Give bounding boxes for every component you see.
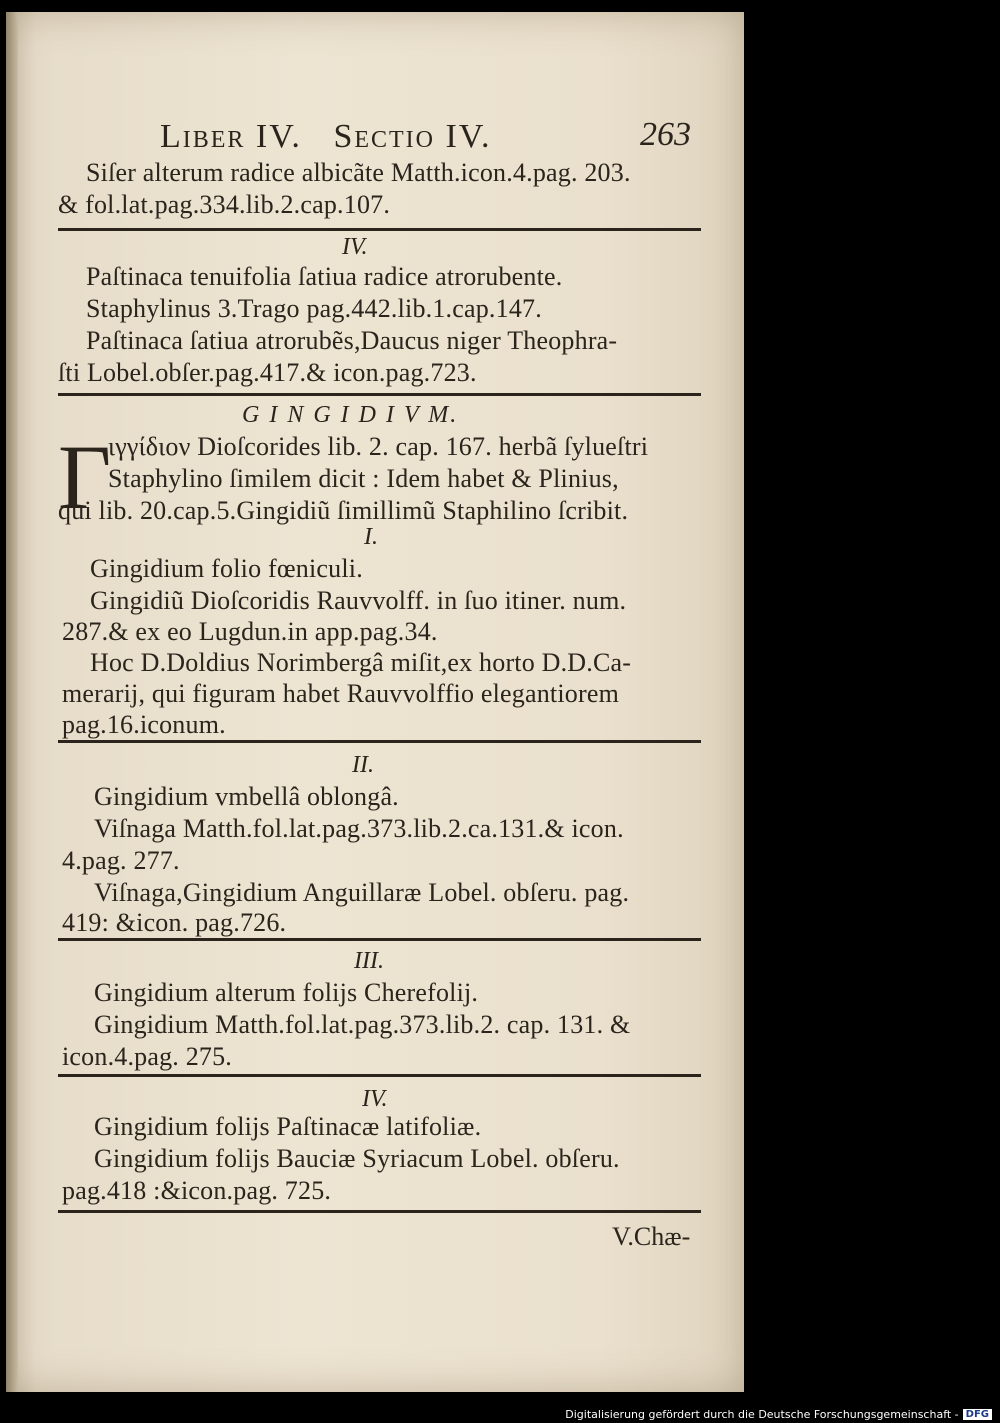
text-line: Viſnaga,Gingidium Anguillaræ Lobel. obſeru. pag. xyxy=(94,878,630,907)
section-heading: IV. xyxy=(362,1086,388,1112)
catchword: V.Chæ- xyxy=(612,1222,691,1251)
text-line: Staphylino ſimilem dicit : Idem habet & Plinius, xyxy=(108,464,619,493)
divider-rule xyxy=(58,228,701,231)
text-line: ιγγίδιον Dioſcorides lib. 2. cap. 167. herbã ſylueſtri xyxy=(108,432,649,461)
divider-rule xyxy=(58,740,701,743)
text-line: Gingidium folijs Bauciæ Syriacum Lobel. obſeru. xyxy=(94,1144,620,1173)
text-line: Gingidium vmbellâ oblongâ. xyxy=(94,782,399,811)
text-line: & fol.lat.pag.334.lib.2.cap.107. xyxy=(58,190,391,219)
text-line: qui lib. 20.cap.5.Gingidiũ ſimillimũ Staphilino ſcribit. xyxy=(58,496,629,525)
header-sectio: Sectio IV. xyxy=(333,118,492,155)
text-line: pag.16.iconum. xyxy=(62,710,226,739)
text-line: Staphylinus 3.Trago pag.442.lib.1.cap.147. xyxy=(86,294,542,323)
dfg-logo: DFG xyxy=(963,1409,992,1420)
text-line: Gingidium folio fœniculi. xyxy=(90,554,363,583)
footer-credit xyxy=(565,1408,992,1421)
page-number: 263 xyxy=(640,116,691,153)
text-line: 4.pag. 277. xyxy=(62,846,180,875)
section-heading: I. xyxy=(364,524,378,550)
text-line: Viſnaga Matth.fol.lat.pag.373.lib.2.ca.131.& icon. xyxy=(94,814,624,843)
text-line: ſti Lobel.obſer.pag.417.& icon.pag.723. xyxy=(58,358,477,387)
divider-rule xyxy=(58,1074,701,1077)
text-line: 287.& ex eo Lugdun.in app.pag.34. xyxy=(62,617,438,646)
text-line: Gingidium alterum folijs Cherefolij. xyxy=(94,978,479,1007)
footer-text: Digitalisierung gefördert durch die Deutsche Forschungsgemeinschaft - xyxy=(565,1408,959,1421)
text-line: Siſer alterum radice albicãte Matth.icon.4.pag. 203. xyxy=(86,158,631,187)
divider-rule xyxy=(58,393,701,396)
section-heading: II. xyxy=(352,752,374,778)
header-liber: Liber IV. xyxy=(160,118,302,155)
text-line: Gingidium Matth.fol.lat.pag.373.lib.2. cap. 131. & xyxy=(94,1010,631,1039)
divider-rule xyxy=(58,1210,701,1213)
text-line: icon.4.pag. 275. xyxy=(62,1042,233,1071)
section-heading: III. xyxy=(354,948,384,974)
section-heading: IV. xyxy=(342,234,368,260)
page-edge xyxy=(6,12,18,1392)
text-line: Paſtinaca ſatiua atrorubẽs,Daucus niger Theophra- xyxy=(86,326,618,355)
divider-rule xyxy=(58,938,701,941)
text-line: merarij, qui figuram habet Rauvvolffio elegantiorem xyxy=(62,679,619,708)
text-line: Paſtinaca tenuifolia ſatiua radice atrorubente. xyxy=(86,262,563,291)
text-line: Gingidiũ Dioſcoridis Rauvvolff. in ſuo itiner. num. xyxy=(90,586,627,615)
text-line: Hoc D.Doldius Norimbergâ miſit,ex horto D.D.Ca- xyxy=(90,648,632,677)
text-line: 419: &icon. pag.726. xyxy=(62,908,287,937)
text-line: Gingidium folijs Paſtinacæ latifoliæ. xyxy=(94,1112,482,1141)
running-header xyxy=(160,118,492,156)
drop-capital: Γ xyxy=(58,426,112,528)
chapter-heading: G I N G I D I V M. xyxy=(242,402,459,428)
text-line: pag.418 :&icon.pag. 725. xyxy=(62,1176,332,1205)
